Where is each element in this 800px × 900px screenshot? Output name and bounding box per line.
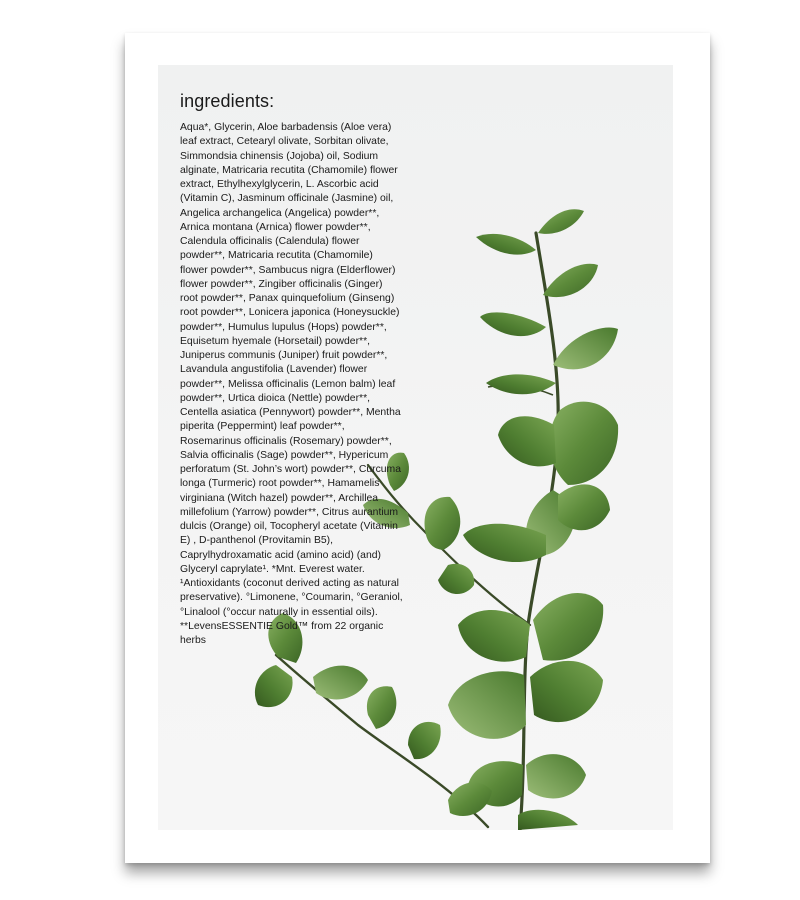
ingredients-line: Angelica archangelica (Angelica) powder**, xyxy=(180,207,380,219)
ingredients-line: powder**, Matricaria recutita (Chamomile) xyxy=(180,250,373,262)
ingredients-line: herbs xyxy=(180,635,206,646)
ingredients-line: Salvia officinalis (Sage) powder**, Hypericum xyxy=(180,449,389,461)
ingredients-line: piperita (Peppermint) leaf powder**, xyxy=(180,421,345,433)
ingredients-line: alginate, Matricaria recutita (Chamomile) flower xyxy=(180,164,398,176)
ingredients-line: root powder**, Lonicera japonica (Honeysuckle) xyxy=(180,307,400,319)
ingredients-line: millefolium (Yarrow) powder**, Citrus aurantium xyxy=(180,506,399,518)
ingredients-line: Lavandula angustifolia (Lavender) flower xyxy=(180,364,368,376)
ingredients-line: powder**, Melissa officinalis (Lemon balm) leaf xyxy=(180,378,396,390)
ingredients-line: °Linalool (°occur naturally in essential oils). xyxy=(180,606,378,618)
ingredients-line: Calendula officinalis (Calendula) flower xyxy=(180,236,360,247)
ingredients-line: Rosemarinus officinalis (Rosemary) powder**, xyxy=(180,435,392,447)
poster-photo xyxy=(158,65,673,830)
ingredients-line: Equisetum hyemale (Horsetail) powder**, xyxy=(180,335,370,347)
ingredients-line: dulcis (Orange) oil, Tocopheryl acetate (Vitamin xyxy=(180,521,398,532)
ingredients-line: Centella asiatica (Pennywort) powder**, Mentha xyxy=(180,407,401,418)
ingredients-line: Glyceryl caprylate¹. *Mnt. Everest water. xyxy=(180,563,365,575)
ingredients-line: ¹Antioxidants (coconut derived acting as natural xyxy=(180,578,399,589)
ingredients-line: **LevensESSENTIE Gold™ from 22 organic xyxy=(180,620,384,632)
leaf-cluster-middle xyxy=(463,402,618,562)
ingredients-line: leaf extract, Cetearyl olivate, Sorbitan olivate, xyxy=(180,136,389,148)
ingredients-line: (Vitamin C), Jasminum officinale (Jasmine) oil, xyxy=(180,193,394,205)
poster-frame xyxy=(125,33,710,863)
ingredients-line: perforatum (St. John’s wort) powder**, Curcuma xyxy=(180,464,401,475)
ingredients-line: E) , D-panthenol (Provitamin B5), xyxy=(180,535,334,547)
ingredients-line: Juniperus communis (Juniper) fruit powder**, xyxy=(180,350,388,361)
ingredients-list xyxy=(180,121,445,648)
ingredients-line: Caprylhydroxamatic acid (amino acid) (and) xyxy=(180,549,381,561)
ingredients-line: preservative). °Limonene, °Coumarin, °Geraniol, xyxy=(180,592,403,604)
ingredients-line: Aqua*, Glycerin, Aloe barbadensis (Aloe vera) xyxy=(180,122,392,133)
ingredients-line: powder**, Humulus lupulus (Hops) powder**, xyxy=(180,321,387,333)
ingredients-line: longa (Turmeric) root powder**, Hamamelis xyxy=(180,478,380,490)
ingredients-line: Arnica montana (Arnica) flower powder**, xyxy=(180,221,371,233)
ingredients-line: virginiana (Witch hazel) powder**, Archillea xyxy=(180,492,379,504)
ingredients-line: powder**, Urtica dioica (Nettle) powder**, xyxy=(180,392,370,404)
ingredients-line: flower powder**, Zingiber officinalis (Ginger) xyxy=(180,278,383,290)
ingredients-heading: ingredients: xyxy=(180,91,275,111)
ingredients-line: extract, Ethylhexylglycerin, L. Ascorbic acid xyxy=(180,179,379,190)
ingredients-line: root powder**, Panax quinquefolium (Ginseng) xyxy=(180,293,395,304)
ingredients-text-block xyxy=(180,91,445,648)
ingredients-line: flower powder**, Sambucus nigra (Elderflower) xyxy=(180,264,396,276)
ingredients-line: Simmondsia chinensis (Jojoba) oil, Sodium xyxy=(180,150,379,162)
